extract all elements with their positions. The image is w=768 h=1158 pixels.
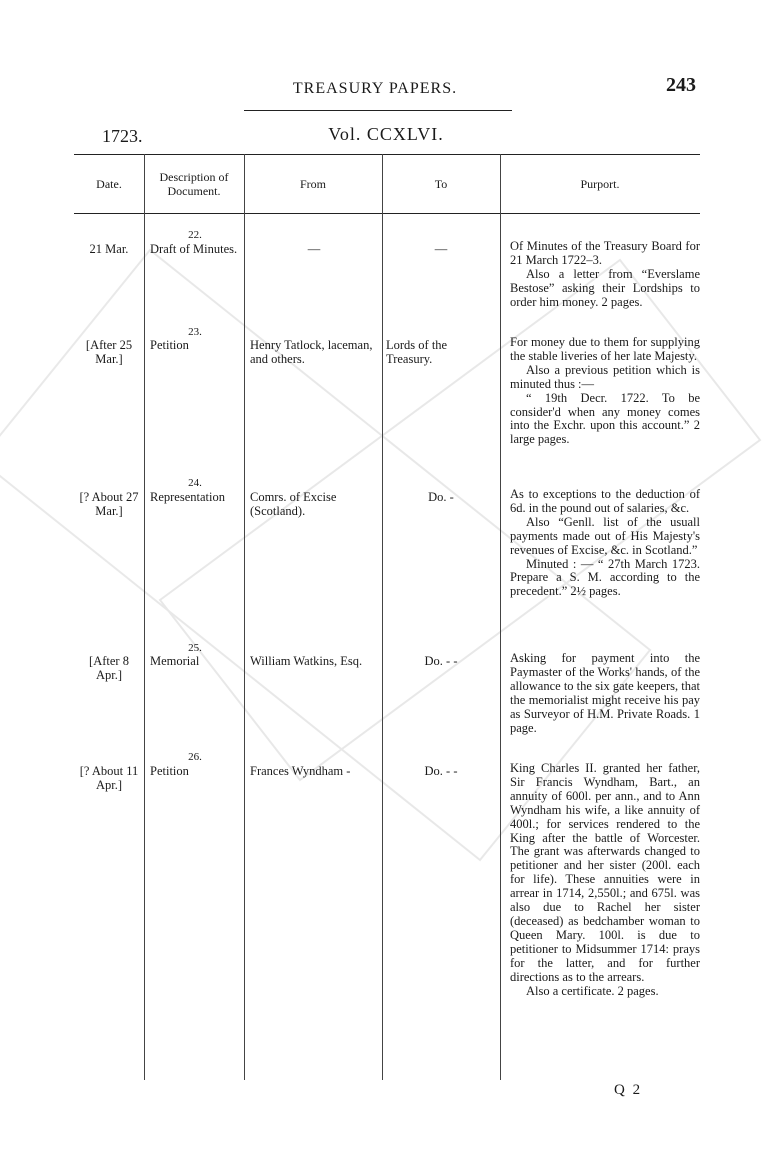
entry-from: William Watkins, Esq. bbox=[250, 654, 363, 668]
entry-description: Representation bbox=[150, 490, 225, 504]
entry-number: 25. bbox=[188, 642, 202, 654]
entry-from: Frances Wyndham - bbox=[250, 764, 351, 778]
entry-date: 21 Mar. bbox=[89, 242, 129, 256]
purport-paragraph: As to exceptions to the deduction of 6d. in the pound out of salaries, &c. bbox=[510, 487, 700, 515]
purport-paragraph: Also “Genll. list of the usuall payments made out of His Majesty's revenues of Excise, &c. in Scotland.” bbox=[510, 514, 700, 557]
entry-purport bbox=[510, 336, 700, 447]
entry-to: Do. - bbox=[428, 490, 454, 504]
entry-from: Henry Tatlock, laceman, and others. bbox=[250, 338, 373, 366]
entry-number: 22. bbox=[188, 229, 202, 241]
entry-purport bbox=[510, 488, 700, 599]
entry-purport bbox=[510, 652, 700, 735]
table-header-rule bbox=[74, 213, 700, 214]
entry-purport bbox=[510, 240, 700, 310]
purport-paragraph: Of Minutes of the Treasury Board for 21 March 1722–3. bbox=[510, 239, 700, 267]
running-title: TREASURY PAPERS. bbox=[292, 80, 458, 97]
purport-paragraph: King Charles II. granted her father, Sir Francis Wyndham, Bart., an annuity of 600l. per ann., and to Ann Wyndham his wife, a like annuity of 400l.; for services rendered to the King after the battle of Worcester. The grant was afterwards changed to petitioner and her sister (200l. each for life). These annuities were in arrear in 1714, 2,550l.; and 675l. was also due to Rachel her sister (deceased) as bedchamber woman to Queen Mary. 100l. is due to petitioner to Midsummer 1714: prays for the latter, and for further directions as to the arrears. bbox=[510, 761, 700, 984]
purport-paragraph: Minuted : — “ 27th March 1723. Prepare a S. M. according to the precedent.” 2½ pages. bbox=[510, 556, 700, 599]
entry-from: Comrs. of Excise (Scotland). bbox=[250, 490, 337, 518]
entry-purport bbox=[510, 762, 700, 998]
entry-date: [? About 27 Mar.] bbox=[79, 490, 139, 518]
column-header-date: Date. bbox=[96, 177, 122, 191]
entry-description: Memorial bbox=[150, 654, 200, 668]
column-header-description: Description of Document. bbox=[159, 170, 229, 198]
purport-paragraph: Also a letter from “Everslame Bestose” asking their Lordships to order him money. 2 pages. bbox=[510, 266, 700, 309]
entry-date: [After 25 Mar.] bbox=[85, 338, 133, 366]
entry-description: Petition bbox=[150, 338, 189, 352]
entry-to: Lords of the Treasury. bbox=[386, 338, 448, 366]
column-divider bbox=[244, 154, 245, 1080]
title-rule bbox=[244, 110, 512, 111]
table-top-rule bbox=[74, 154, 700, 155]
entry-date: [? About 11 Apr.] bbox=[79, 764, 139, 792]
column-header-to: To bbox=[434, 177, 448, 191]
entry-date: [After 8 Apr.] bbox=[89, 654, 129, 682]
column-divider bbox=[382, 154, 383, 1080]
column-divider bbox=[144, 154, 145, 1080]
purport-paragraph: Also a certificate. 2 pages. bbox=[526, 983, 659, 998]
column-divider bbox=[500, 154, 501, 1080]
entry-number: 23. bbox=[188, 326, 202, 338]
column-header-purport: Purport. bbox=[580, 177, 620, 191]
purport-paragraph: “ 19th Decr. 1722. To be consider'd when any money comes into the Exchr. upon this account.” 2 large pages. bbox=[510, 390, 700, 447]
entry-number: 24. bbox=[188, 477, 202, 489]
purport-paragraph: Asking for payment into the Paymaster of the Works' hands, of the allowance to the six gate keepers, that the memorialist might receive his pay as Surveyor of H.M. Private Roads. 1 page. bbox=[510, 651, 700, 735]
entry-from: — bbox=[307, 242, 321, 256]
year-label: 1723. bbox=[102, 126, 143, 146]
signature-mark: Q 2 bbox=[614, 1082, 643, 1098]
volume-label: Vol. CCXLVI. bbox=[328, 124, 444, 144]
entry-number: 26. bbox=[188, 751, 202, 763]
entry-description: Draft of Minutes. bbox=[150, 242, 238, 256]
column-header-from: From bbox=[299, 177, 326, 191]
purport-paragraph: For money due to them for supplying the stable liveries of her late Majesty. bbox=[510, 335, 700, 363]
entry-to: Do. - - bbox=[424, 764, 458, 778]
entry-to: — bbox=[434, 242, 448, 256]
purport-paragraph: Also a previous petition which is minuted thus :— bbox=[510, 362, 700, 391]
entry-description: Petition bbox=[150, 764, 189, 778]
entry-to: Do. - - bbox=[424, 654, 458, 668]
page-number: 243 bbox=[666, 74, 696, 96]
